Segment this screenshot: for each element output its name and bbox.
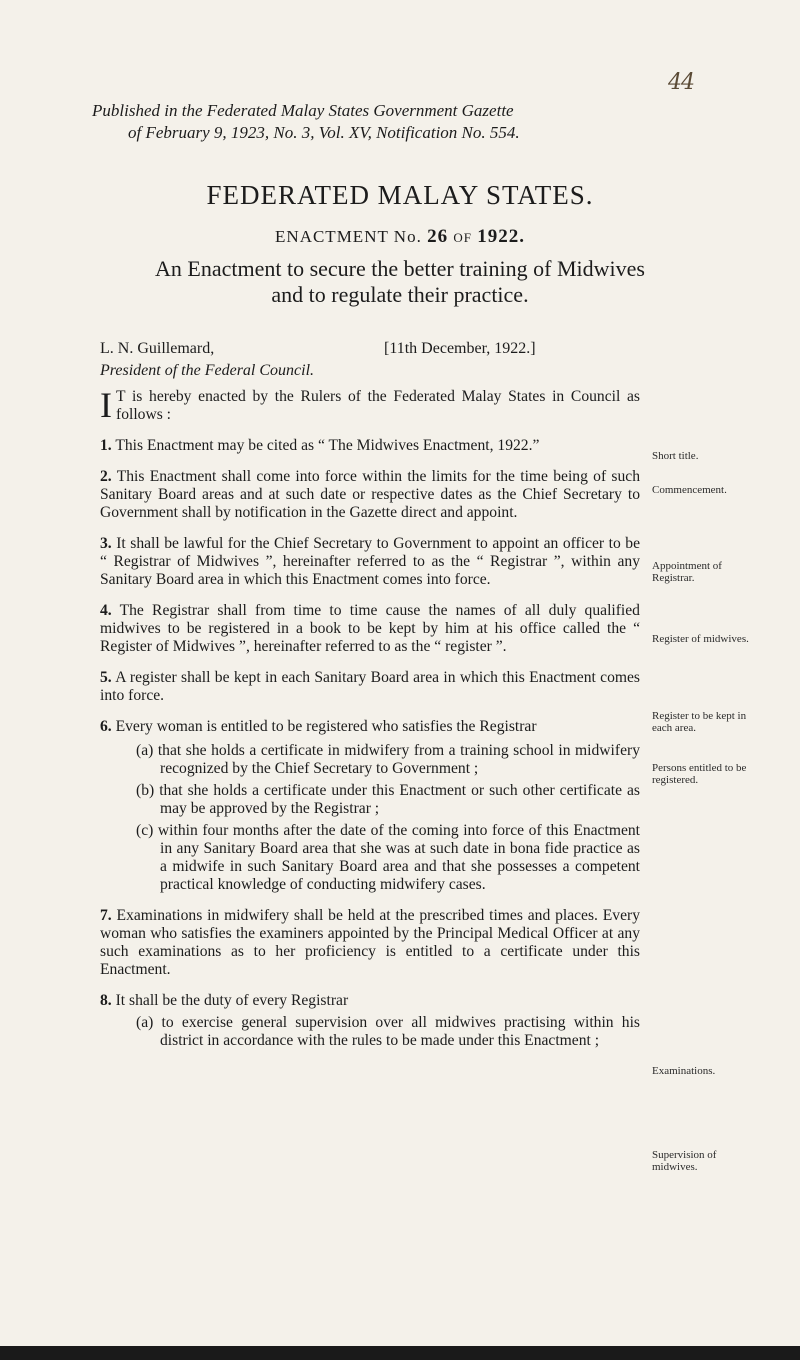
- section-number: 4.: [100, 602, 112, 619]
- item-text: that she holds a certificate in midwifery from a training school in midwifery recognized by the Chief Secretary to Government ;: [157, 742, 640, 777]
- item-text: within four months after the date of the coming into force of this Enactment in any Sanitary Board area that she was at such date in bona fide practice as a midwife in such Sanitary Board area and that she possesses a competent practical knowledge of conducting midwifery cases.: [157, 822, 640, 893]
- section-text: Every woman is entitled to be registered who satisfies the Registrar: [115, 718, 537, 735]
- section-6: [100, 718, 640, 736]
- preamble-text: T is hereby enacted by the Rulers of the Federated Malay States in Council as follows :: [116, 388, 640, 423]
- section-text: Examinations in midwifery shall be held at the prescribed times and places. Every woman who satisfies the examiners appointed by the Principal Medical Officer at any such examinations as to her proficiency is entitled to a certificate under this Enactment.: [100, 907, 640, 978]
- section-1: [100, 437, 640, 455]
- margin-note-examinations: Examinations.: [652, 1065, 716, 1077]
- section-text: This Enactment shall come into force within the limits for the time being of such Sanitary Board areas and at such date or respective dates as the Chief Secretary to Government shall by notification in the Gazette direct and appoint.: [100, 468, 640, 521]
- section-number: 8.: [100, 992, 112, 1009]
- margin-note-register-kept: Register to be kept in each area.: [652, 710, 747, 734]
- section-text: A register shall be kept in each Sanitary Board area in which this Enactment comes into force.: [100, 669, 640, 704]
- item-label: (a): [136, 742, 154, 759]
- margin-note-registrar: Appointment of Registrar.: [652, 560, 722, 584]
- enactment-prefix: ENACTMENT No.: [275, 227, 422, 246]
- item-label: (a): [136, 1014, 154, 1031]
- preamble: [100, 385, 640, 425]
- publication-note-line1: Published in the Federated Malay States Government Gazette: [92, 101, 514, 120]
- section-6-item-a: [100, 742, 640, 778]
- section-4: [100, 602, 640, 656]
- item-text: that she holds a certificate under this Enactment or such other certificate as may be approved by the Registrar ;: [159, 782, 640, 817]
- scan-bottom-edge: [0, 1346, 800, 1360]
- margin-note-register: Register of midwives.: [652, 633, 749, 645]
- item-label: (b): [136, 782, 155, 799]
- item-label: (c): [136, 822, 154, 839]
- drop-cap: I: [100, 385, 112, 425]
- section-8-item-a: [100, 1014, 640, 1050]
- publication-note-line2: of February 9, 1923, No. 3, Vol. XV, Notification No. 554.: [128, 123, 520, 142]
- enactment-title-line2: and to regulate their practice.: [271, 282, 529, 307]
- section-number: 2.: [100, 468, 112, 485]
- enactment-title-line1: An Enactment to secure the better training of Midwives: [155, 256, 645, 281]
- section-number: 5.: [100, 669, 112, 686]
- margin-note-persons-entitled: Persons entitled to be registered.: [652, 762, 747, 786]
- section-text: It shall be the duty of every Registrar: [115, 992, 349, 1009]
- enactment-number: 26: [427, 226, 449, 247]
- section-6-item-c: [100, 822, 640, 894]
- section-7: [100, 907, 640, 979]
- signature-block: [100, 338, 700, 382]
- enactment-number-line: [0, 226, 800, 248]
- section-6-item-b: [100, 782, 640, 818]
- enactment-title: [0, 256, 800, 308]
- enactment-body: [100, 385, 640, 1054]
- publication-note: [92, 100, 692, 144]
- enactment-of: OF: [453, 230, 472, 245]
- handwritten-page-mark: 44: [668, 70, 694, 95]
- enactment-date: [11th December, 1922.]: [384, 340, 536, 357]
- section-2: [100, 468, 640, 522]
- section-text: This Enactment may be cited as “ The Midwives Enactment, 1922.”: [115, 437, 540, 454]
- section-number: 6.: [100, 718, 112, 735]
- section-number: 7.: [100, 907, 112, 924]
- section-8: [100, 992, 640, 1010]
- margin-note-commencement: Commencement.: [652, 484, 727, 496]
- section-number: 3.: [100, 535, 112, 552]
- margin-note-short-title: Short title.: [652, 450, 699, 462]
- section-5: [100, 669, 640, 705]
- item-text: to exercise general supervision over all midwives practising within his district in accordance with the rules to be made under this Enactment ;: [160, 1014, 640, 1049]
- signatory-role: President of the Federal Council.: [100, 362, 315, 379]
- enactment-year: 1922.: [477, 226, 525, 247]
- signatory-name: L. N. Guillemard,: [100, 340, 215, 357]
- section-3: [100, 535, 640, 589]
- document-heading: FEDERATED MALAY STATES.: [206, 180, 594, 210]
- section-text: It shall be lawful for the Chief Secretary to Government to appoint an officer to be “ Registrar of Midwives ”, hereinafter referred to as the “ Registrar ”, within any Sanitary Board area in which this Enactment comes into force.: [100, 535, 640, 588]
- section-text: The Registrar shall from time to time cause the names of all duly qualified midwives to be registered in a book to be kept by him at his office called the “ Register of Midwives ”, hereinafter referred to as the “ register ”.: [100, 602, 640, 655]
- margin-note-supervision: Supervision of midwives.: [652, 1149, 717, 1173]
- section-number: 1.: [100, 437, 112, 454]
